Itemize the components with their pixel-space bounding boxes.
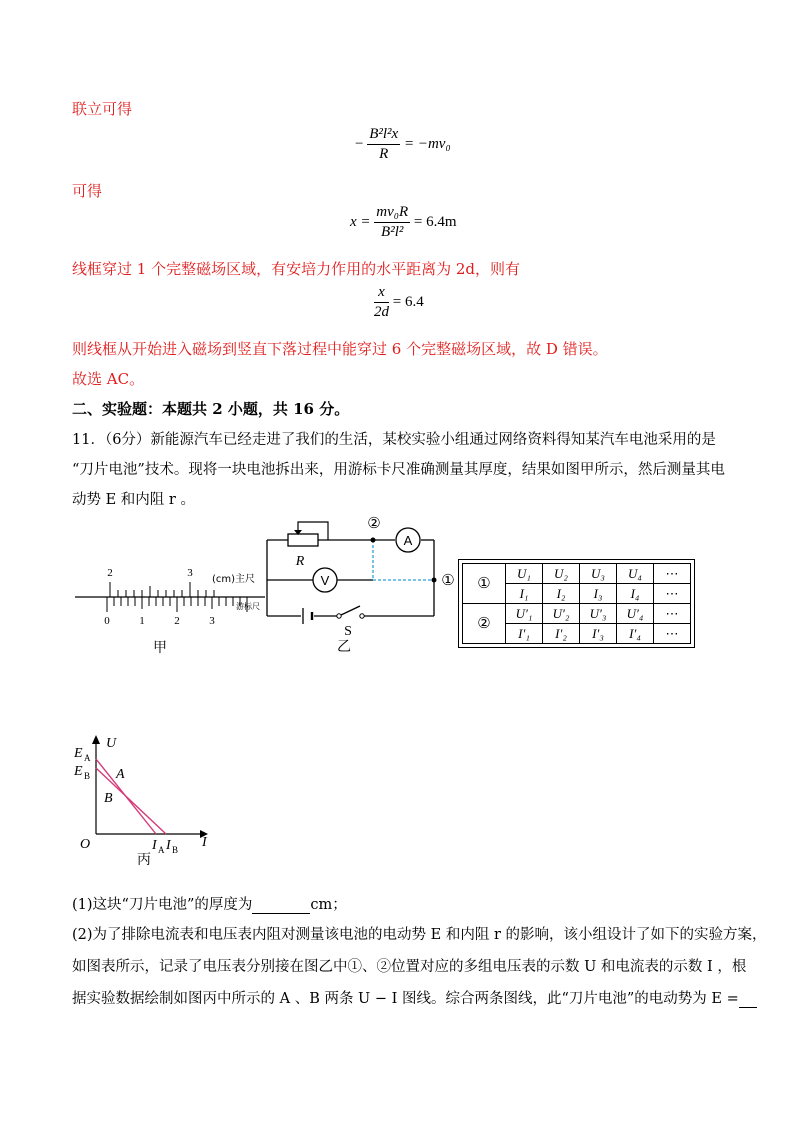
table-cell: ⋯ xyxy=(654,604,691,624)
sub1-prefix: (1)这块“刀片电池”的厚度为 xyxy=(72,897,253,913)
line-b-label: B xyxy=(104,791,113,806)
combine-text: 联立可得 xyxy=(72,100,133,118)
section-heading: 二、实验题：本题共 2 小题，共 16 分。 xyxy=(72,400,350,418)
table-cell: I₁ xyxy=(506,584,543,604)
table-cell: I′₄ xyxy=(617,624,654,644)
figure-yi-circuit xyxy=(262,512,456,656)
voltmeter-label: V xyxy=(320,573,330,588)
emf-answer-blank[interactable] xyxy=(739,991,757,1008)
eb-label: E xyxy=(74,764,83,779)
vernier-tick-3: 3 xyxy=(209,615,215,627)
table-cell: I′₃ xyxy=(580,624,617,644)
eq3-rhs: = 6.4 xyxy=(392,293,424,310)
position-2-label: ② xyxy=(367,514,381,532)
eq2-rhs: = 6.4m xyxy=(413,213,457,230)
question-line-3: 动势 E 和内阻 r 。 xyxy=(72,492,195,508)
get-text: 可得 xyxy=(72,182,103,200)
question-line-1: 11．（6分）新能源汽车已经走进了我们的生活，某校实验小组通过网络资料得知某汽车电池采用的是 xyxy=(72,432,716,448)
table-cell: I′₂ xyxy=(543,624,580,644)
switch-icon xyxy=(341,606,360,615)
table-cell: ⋯ xyxy=(654,564,691,584)
main-scale-ticks xyxy=(110,582,214,597)
ib-subscript: B xyxy=(172,845,179,855)
sub2-line3-text: 据实验数据绘制如图丙中所示的 A 、B 两条 U − I 图线。综合两条图线，此“刀片电池”的电动势为 E = xyxy=(72,991,739,1007)
group-2-label: ② xyxy=(463,604,506,644)
sub-question-2-line-2: 如图表所示，记录了电压表分别接在图乙中①、②位置对应的多组电压表的示数 U 和电流表的示数 I ，根 xyxy=(72,959,747,975)
table-cell: U′₃ xyxy=(580,604,617,624)
origin-label: O xyxy=(80,837,91,852)
equation-1: − $\frac{\text{B²l²x}}{R}$ = −mv₀ xyxy=(355,126,451,162)
table-cell: U₁ xyxy=(506,564,543,584)
figure-bing-graph xyxy=(68,728,218,870)
eq2-numerator: mv₀R xyxy=(374,204,410,223)
ia-subscript: A xyxy=(158,845,165,855)
ia-label: I xyxy=(152,838,157,853)
ea-label: E xyxy=(74,746,83,761)
table-cell: U₄ xyxy=(617,564,654,584)
table-cell: I₃ xyxy=(580,584,617,604)
eq1-numerator: B²l²x xyxy=(367,126,400,145)
table-cell: U₂ xyxy=(543,564,580,584)
sub-question-2-line-3 xyxy=(72,987,757,1008)
data-table xyxy=(462,563,691,644)
eq3-denominator: 2d xyxy=(374,304,389,320)
equation-3 xyxy=(374,284,424,321)
vernier-tick-1: 1 xyxy=(139,615,145,627)
table-cell: U′₁ xyxy=(506,604,543,624)
frame-text: 线框穿过 1 个完整磁场区域，有安培力作用的水平距离为 2d，则有 xyxy=(72,260,520,278)
table-cell: U′₄ xyxy=(617,604,654,624)
thickness-answer-blank[interactable] xyxy=(252,897,310,914)
table-cell: U′₂ xyxy=(543,604,580,624)
main-tick-2: 2 xyxy=(107,567,113,579)
table-cell: ⋯ xyxy=(654,624,691,644)
ammeter-label: A xyxy=(403,533,413,548)
eq2-lhs: x = xyxy=(350,213,371,230)
main-scale-label: (cm)主尺 xyxy=(212,574,256,585)
table-cell: I₂ xyxy=(543,584,580,604)
switch-label: S xyxy=(344,624,352,639)
equation-2 xyxy=(350,204,457,241)
conclusion-text: 则线框从开始进入磁场到竖直下落过程中能穿过 6 个完整磁场区域，故 D 错误。 xyxy=(72,340,608,358)
ib-label: I xyxy=(166,838,171,853)
table-row xyxy=(463,604,691,624)
line-a-label: A xyxy=(116,767,125,782)
y-axis-label: U xyxy=(106,736,117,751)
answer-text: 故选 AC。 xyxy=(72,370,145,388)
table-cell: I₄ xyxy=(617,584,654,604)
figure-yi-caption: 乙 xyxy=(337,639,351,655)
vernier-scale-ticks xyxy=(107,597,247,612)
x-axis-label: I xyxy=(202,835,207,850)
eb-subscript: B xyxy=(84,771,91,781)
eq3-numerator: x xyxy=(374,284,389,303)
table-row xyxy=(463,564,691,584)
eq2-denominator: B²l² xyxy=(381,224,404,240)
data-table-frame xyxy=(458,559,695,648)
resistor-label: R xyxy=(295,554,305,569)
eq1-rhs: = −mv₀ xyxy=(403,135,451,152)
eq1-denominator: R xyxy=(379,146,389,162)
table-cell: I′₁ xyxy=(506,624,543,644)
sub1-unit: cm； xyxy=(310,897,347,913)
table-cell: ⋯ xyxy=(654,584,691,604)
sub-question-1 xyxy=(72,893,347,914)
question-line-2: “刀片电池”技术。现将一块电池拆出来，用游标卡尺准确测量其厚度，结果如图甲所示，然后测量其电 xyxy=(72,462,725,478)
vernier-tick-0: 0 xyxy=(104,615,110,627)
rheostat-icon xyxy=(288,534,318,546)
vernier-tick-2: 2 xyxy=(174,615,180,627)
sub-question-2-line-1: (2)为了排除电流表和电压表内阻对测量该电池的电动势 E 和内阻 r 的影响，该小组设计了如下的实验方案， xyxy=(72,927,767,943)
figure-bing-caption: 丙 xyxy=(137,852,151,868)
main-tick-3: 3 xyxy=(187,567,193,579)
ea-subscript: A xyxy=(84,753,91,763)
group-1-label: ① xyxy=(463,564,506,604)
position-1-label: ① xyxy=(441,571,455,589)
figure-jia-caption: 甲 xyxy=(153,640,167,656)
table-cell: U₃ xyxy=(580,564,617,584)
vernier-scale-label: 游标尺 xyxy=(236,602,260,611)
